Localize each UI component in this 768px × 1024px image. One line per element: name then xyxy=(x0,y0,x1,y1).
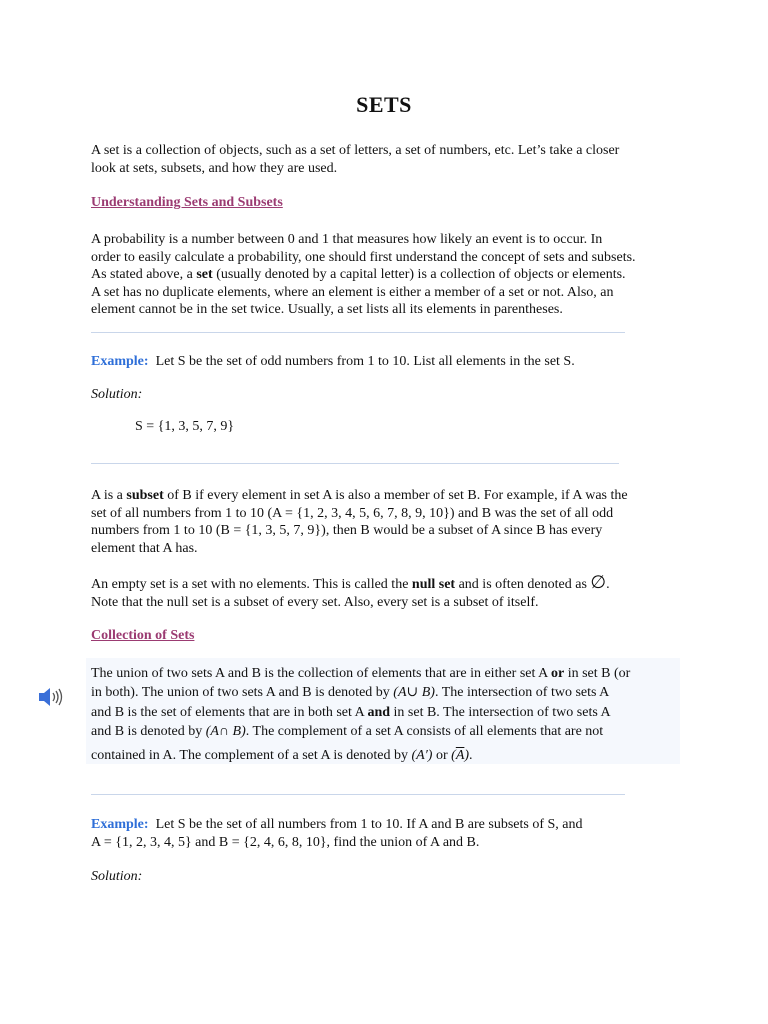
bold-term-and: and xyxy=(367,704,391,720)
text-run: in set B. The intersection of two sets A xyxy=(390,704,611,720)
bold-term-or: or xyxy=(550,666,565,681)
text-run: . xyxy=(606,577,610,592)
paren-close: ) xyxy=(464,747,470,763)
text-run: and B is denoted by xyxy=(91,724,206,740)
paragraph-line xyxy=(91,683,691,702)
union-notation: (A∪ B) xyxy=(393,685,435,701)
text-run: in set B (or xyxy=(564,666,631,681)
null-set-paragraph xyxy=(91,574,691,611)
text-run: A is a xyxy=(91,488,127,503)
text-run: in both). The union of two sets A and B is denoted by xyxy=(91,685,394,701)
text-run: The union of two sets A and B is the collection of elements that are in either set A xyxy=(91,666,551,681)
example-text: Let S be the set of odd numbers from 1 to 10. List all elements in the set S. xyxy=(155,354,575,369)
text-run: As stated above, a xyxy=(91,267,197,283)
intersection-notation: (A∩ B) xyxy=(205,724,246,740)
paragraph-line: order to easily calculate a probability, one should first understand the concept of sets and subsets. xyxy=(91,249,636,265)
paragraph-line xyxy=(91,487,691,505)
bold-term-null-set: null set xyxy=(411,577,456,592)
null-set-symbol: ∅ xyxy=(590,572,607,592)
text-run: . The complement of a set A consists of all elements that are not xyxy=(245,724,604,740)
section-heading-sets-subsets: Understanding Sets and Subsets xyxy=(91,195,283,210)
example-text: Let S be the set of all numbers from 1 to 10. If A and B are subsets of S, and xyxy=(155,817,583,832)
paragraph-line xyxy=(91,664,691,683)
paragraph-line xyxy=(91,722,691,741)
text-run: and B is the set of elements that are in both set A xyxy=(91,704,368,720)
paren-open: ( xyxy=(451,747,456,763)
text-run: contained in A. The complement of a set A is denoted by xyxy=(91,747,412,763)
text-run: An empty set is a set with no elements. This is called the xyxy=(91,577,412,592)
probability-paragraph xyxy=(91,231,691,319)
complement-letter: $\overline{A}$ xyxy=(455,747,465,763)
text-run: . xyxy=(469,747,473,763)
paragraph-line: element that A has. xyxy=(91,540,198,556)
intro-paragraph xyxy=(91,142,691,177)
text-run: and is often denoted as xyxy=(455,577,591,592)
bold-term-subset: subset xyxy=(126,488,164,503)
complement-notation-prime: (A′) xyxy=(411,747,433,763)
example-1 xyxy=(91,353,691,371)
complement-notation-bar xyxy=(451,748,469,763)
subset-paragraph xyxy=(91,487,691,557)
union-paragraph xyxy=(91,664,691,765)
example-2 xyxy=(91,816,691,851)
intro-line: A set is a collection of objects, such as a set of letters, a set of numbers, etc. Let’s take a closer xyxy=(91,143,620,158)
bold-term-set: set xyxy=(196,267,213,283)
text-run: or xyxy=(432,747,452,763)
solution-answer: S = {1, 3, 5, 7, 9} xyxy=(135,419,235,434)
paragraph-line xyxy=(91,816,691,834)
intro-line: look at sets, subsets, and how they are used. xyxy=(91,160,338,176)
example-label: Example: xyxy=(91,354,149,369)
example-label: Example: xyxy=(91,817,149,832)
divider xyxy=(91,463,619,464)
divider xyxy=(91,794,625,795)
paragraph-line: Note that the null set is a subset of every set. Also, every set is a subset of itself. xyxy=(91,594,539,610)
section-heading-collection-of-sets: Collection of Sets xyxy=(91,628,195,643)
paragraph-line xyxy=(91,574,691,594)
solution-label: Solution: xyxy=(91,869,143,884)
paragraph-line: A set has no duplicate elements, where an element is either a member of a set or not. Also, an xyxy=(91,284,614,300)
paragraph-line: numbers from 1 to 10 (B = {1, 3, 5, 7, 9}), then B would be a subset of A since B has every xyxy=(91,523,603,539)
paragraph-line: A probability is a number between 0 and 1 that measures how likely an event is to occur. In xyxy=(91,232,603,247)
text-run: . The intersection of two sets A xyxy=(434,685,610,701)
paragraph-line: element cannot be in the set twice. Usually, a set lists all its elements in parentheses. xyxy=(91,302,563,318)
divider xyxy=(91,332,625,333)
paragraph-line xyxy=(91,703,691,722)
speaker-icon[interactable] xyxy=(38,686,66,708)
page-title: SETS xyxy=(356,92,412,117)
text-run: (usually denoted by a capital letter) is a collection of objects or elements. xyxy=(212,267,626,283)
solution-label: Solution: xyxy=(91,387,143,402)
paragraph-line xyxy=(91,746,691,765)
paragraph-line: A = {1, 2, 3, 4, 5} and B = {2, 4, 6, 8, 10}, find the union of A and B. xyxy=(91,834,480,850)
text-run: of B if every element in set A is also a member of set B. For example, if A was the xyxy=(163,488,628,503)
paragraph-line: set of all numbers from 1 to 10 (A = {1, 2, 3, 4, 5, 6, 7, 8, 9, 10}) and B was the set of all odd xyxy=(91,505,614,521)
paragraph-line xyxy=(91,266,691,284)
